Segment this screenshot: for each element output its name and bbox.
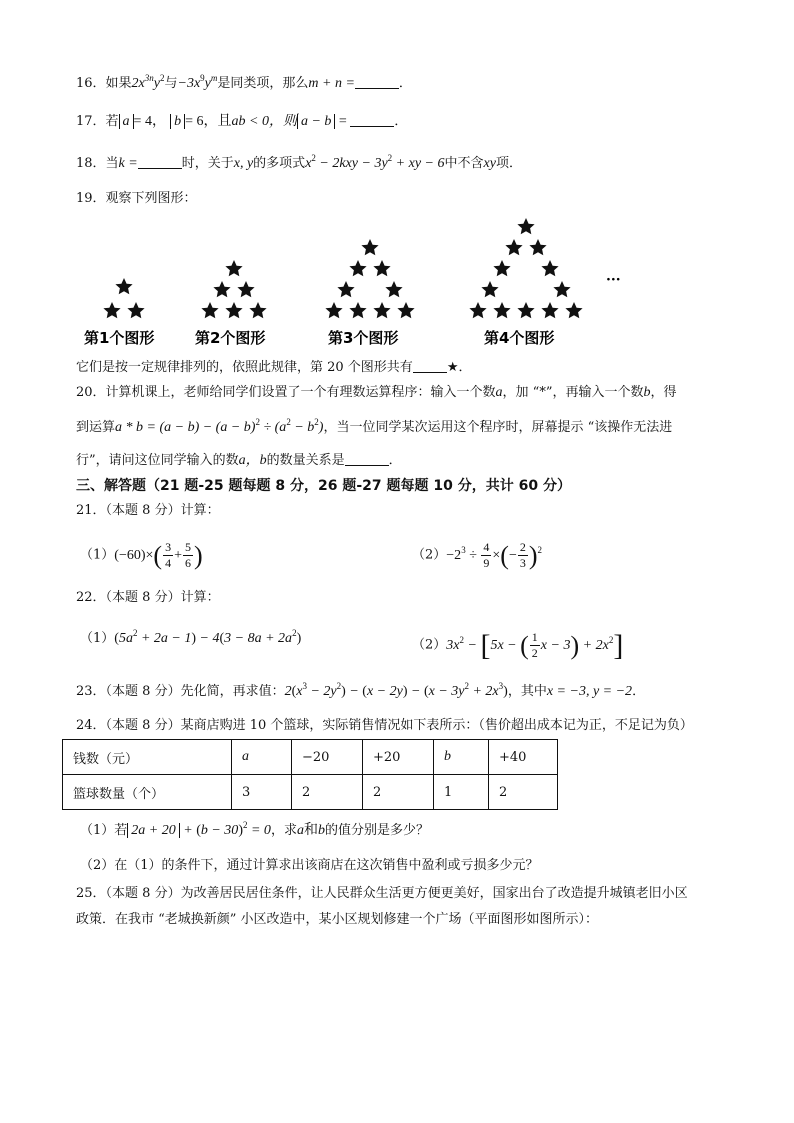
q18-tail: 项． [495,156,522,171]
answer-blank [350,114,394,127]
q20-vars: a，b [238,453,267,468]
q24-condition: $2a + 20 + (b - 30)^2 = 0$ [127,823,271,838]
table-cell: −20 [292,740,363,775]
question-23 [76,683,645,701]
table-cell: a [232,740,292,775]
q24-sub1-b: ，求 [270,823,297,838]
star-icon [115,278,132,294]
q16-text-1: 与 [164,76,178,91]
table-cell: +40 [489,740,558,775]
table-row [63,775,558,810]
question-21: 21．（本题 8 分）计算： [76,503,220,518]
q16-term-1: $2x^{3n}y^2$ [131,73,165,91]
star-icon [127,302,144,318]
figure-4 [469,218,582,347]
q17-cond: ab < 0，则 [231,114,297,129]
q20-line3-tail: ． [388,453,402,468]
star-icon [517,218,534,234]
star-pattern-figures [80,212,640,352]
q23-expr: $2(x^3 - 2y^2) - (x - 2y) - (x - 3y^2 + 2x^3)$ [284,681,508,699]
q17-abs-ab: a − b [297,114,335,129]
section-3-heading: 三、解答题（21 题-25 题每题 8 分，26 题-27 题每题 10 分，共计 60 分） [76,478,571,494]
figure-2-caption: 第2个图形 [195,329,266,347]
q20-line1-c: ，得 [650,385,677,400]
q21-p2-expr: $-2^3$ ÷ $\frac{4}{9}$ ×(− $\frac{2}{3}$ )$^2$ [446,540,543,570]
question-16 [76,75,412,93]
figure-1 [84,278,155,347]
star-icon [397,302,414,318]
q20-var-a: a [495,385,503,400]
star-icon [565,302,582,318]
q16-tail: ． [398,76,412,91]
star-icon [505,239,522,255]
star-icon [469,302,486,318]
star-icon [373,260,390,276]
sales-table [62,739,558,810]
answer-blank [413,360,447,373]
q23-values: x = −3, y = −2 [546,684,633,699]
q22-p1-expr: $(5a^2 + 2a - 1) - 4(3 - 8a + 2a^2)$ [114,628,302,646]
q18-text-2: 的多项式 [253,156,306,171]
star-icon [541,260,558,276]
star-icon [249,302,266,318]
star-icon [349,302,366,318]
star-icon [493,302,510,318]
q18-text-3: 中不含 [444,156,484,171]
q18-vars: x, y [233,156,254,171]
q18-text-1: 时，关于 [181,156,234,171]
question-25-line-2: 政策．在我市 “老城换新颜” 小区改造中，某小区规划修建一个广场（平面图形如图所示）： [76,912,599,927]
question-20-line-3 [76,452,402,470]
star-icon [529,239,546,255]
figure-4-caption: 第4个图形 [484,329,555,347]
star-icon [385,281,402,297]
question-20-line-1 [76,384,677,402]
q19-rule-text: 它们是按一定规律排列的，依照此规律，第 20 个图形共有 [76,360,413,375]
star-icon [517,302,534,318]
figure-2 [195,260,267,347]
question-20-line-2 [76,419,672,437]
q22-p2-expr: $3x^2 - [5x$ − ( $\frac{1}{2}$ $x - 3) + 2x^2$] [446,628,624,662]
q18-term: xy [483,156,496,171]
table-cell: 2 [292,775,363,810]
q17-a-eq: = 4， [133,114,166,129]
table-cell: 篮球数量（个） [63,775,232,810]
question-24-part-2: （2）在（1）的条件下，通过计算求出该商店在这次销售中盈利或亏损多少元？ [80,858,539,873]
q20-line3-b: 的数量关系是 [266,453,345,468]
question-18 [76,155,522,173]
star-icon [349,260,366,276]
star-icon [361,239,378,255]
star-icon [373,302,390,318]
answer-blank [138,156,182,169]
star-icon [337,281,354,297]
q20-var-b: b [643,385,651,400]
q18-label: 18．当 [76,156,119,171]
q17-eq: = [335,114,351,129]
answer-blank [345,453,389,466]
star-icon [225,260,242,276]
table-cell: 2 [489,775,558,810]
q22-p1-label: （1） [80,631,115,646]
question-24-part-1 [80,822,429,840]
q17-abs-b: b [170,114,185,129]
star-icon [103,302,120,318]
q21-p2-label: （2） [412,547,447,563]
question-22: 22．（本题 8 分）计算： [76,590,220,605]
star-icon [493,260,510,276]
q23-mid: ，其中 [507,684,547,699]
q20-line3: 行”，请问这位同学输入的数 [76,453,239,468]
q16-sum: m + n = [308,76,355,91]
q19-label: 19．观察下列图形： [76,191,197,206]
q24-sub1-a: （1）若 [80,823,128,838]
table-cell: 3 [232,775,292,810]
table-cell: +20 [363,740,434,775]
table-cell: 钱数（元） [63,740,232,775]
q21-p1-label: （1） [80,547,115,563]
figure-3-caption: 第3个图形 [328,329,399,347]
star-icon [541,302,558,318]
q23-label: 23．（本题 8 分）先化简，再求值： [76,684,285,699]
table-cell: b [434,740,489,775]
question-22-part-1 [80,630,301,648]
ellipsis: ··· [606,272,621,288]
star-icon [553,281,570,297]
figure-1-caption: 第1个图形 [84,329,155,347]
question-22-part-2 [412,630,623,661]
question-25-line-1: 25．（本题 8 分）为改善居民居住条件，让人民群众生活更方便更美好，国家出台了改造提升城镇老旧小区 [76,886,688,901]
question-19-rule [76,359,471,377]
q19-rule-tail: ★． [446,360,472,375]
q20-line1-b: ，加 “*”，再输入一个数 [502,385,644,400]
figure-3 [325,239,414,347]
q20-line1-a: 20．计算机课上，老师给同学们设置了一个有理数运算程序：输入一个数 [76,385,496,400]
table-row [63,740,558,775]
table-cell: 2 [363,775,434,810]
q18-k: k = [118,156,138,171]
q17-tail: ． [394,114,408,129]
q23-tail: ． [632,684,646,699]
star-icon [481,281,498,297]
q20-line2-b: ，当一位同学某次运用这个程序时，屏幕提示 “该操作无法进 [323,420,673,435]
q24-vars: a和b [296,823,325,838]
question-19 [76,190,197,208]
q20-line2-a: 到运算 [76,420,116,435]
table-cell: 1 [434,775,489,810]
q17-b-eq: = 6，且 [185,114,232,129]
question-24: 24．（本题 8 分）某商店购进 10 个篮球，实际销售情况如下表所示：（售价超出成本记为正，不足记为负） [76,718,693,733]
star-icon [201,302,218,318]
q20-operation: $a * b = (a - b) - (a - b)^2 \div (a^2 - b^2)$ [115,417,324,435]
q22-p2-label: （2） [412,637,447,653]
star-icon [237,281,254,297]
q17-label: 17．若 [76,114,119,129]
question-17 [76,113,407,131]
question-21-part-2 [412,540,542,571]
star-icon [325,302,342,318]
star-icon [213,281,230,297]
q24-sub1-c: 的值分别是多少？ [324,823,429,838]
q21-p1-expr: (−60)×( $\frac{3}{4}$ + $\frac{5}{6}$ ) [114,540,203,570]
q16-text-2: 是同类项，那么 [217,76,309,91]
answer-blank [355,76,399,89]
question-21-part-1 [80,540,203,571]
q17-abs-a: a [119,114,134,129]
q16-label: 16．如果 [76,76,132,91]
star-icon [225,302,242,318]
q18-polynomial: $x^2 - 2kxy - 3y^2$ + xy − 6 [305,153,445,171]
q16-term-2: $-3x^9y^m$ [177,73,218,91]
